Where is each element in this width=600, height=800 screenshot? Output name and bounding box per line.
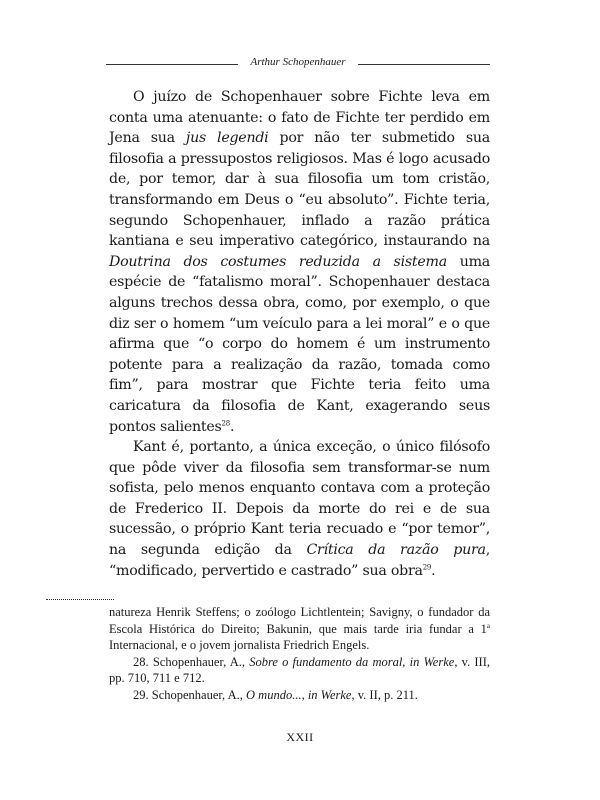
- paragraph-1: [109, 87, 490, 437]
- footnote-ref-29: 29: [422, 562, 432, 571]
- footnote-29: [109, 687, 490, 704]
- footnote-28-italic: Sobre o fundamento da moral, in Werke: [249, 654, 455, 669]
- italic-title-doutrina: Doutrina dos costumes reduzida a sistema: [109, 253, 447, 270]
- footnote-continuation-text-a: natureza Henrik Steffens; o zoólogo Lichtlentein; Savigny, o fundador da Escola Histórica do Direito; Bakunin, que mais tarde iria fundar a 1: [109, 605, 490, 636]
- paragraph-2-text-a: Kant é, portanto, a única exceção, o único filósofo que pôde viver da filosofia sem transformar-se num sofista, pelo menos enquanto contava com a proteção de Frederico II. Depois da morte do rei e de sua sucessão, o próprio Kant teria recuado e “por temor”, na segunda edição da: [109, 439, 490, 559]
- paragraph-1-end: .: [229, 418, 235, 435]
- footnote-continuation-text-b: Internacional, e o jovem jornalista Friedrich Engels.: [109, 638, 370, 652]
- footnote-continuation: [109, 604, 490, 654]
- paragraph-1-text-c: uma espécie de “fatalismo moral”. Schopenhauer destaca alguns trechos dessa obra, como, por exemplo, o que diz ser o homem “um veículo para a lei moral” e o que afirma que “o corpo do homem é um instrumento potente para a realização da razão, tomada como fim”, para mostrar que Fichte teria feito uma caricatura da filosofia de Kant, exagerando seus pontos salientes: [109, 253, 490, 435]
- italic-title-critica: Crítica da razão pura: [306, 542, 486, 559]
- paragraph-1-text-a: O juízo de Schopenhauer sobre Fichte leva em conta uma atenuante: o fato de Fichte ter perdido em Jena sua: [109, 89, 490, 147]
- footnote-ref-28: 28: [221, 418, 230, 427]
- body-text: [109, 87, 490, 581]
- running-header: [106, 55, 490, 69]
- paragraph-2-end: .: [431, 562, 436, 579]
- footnote-28-text-b: , v. III, pp. 710, 711 e 712.: [109, 654, 490, 685]
- footnote-28: [109, 654, 490, 687]
- page-number: XXII: [286, 730, 314, 744]
- paragraph-2: [109, 437, 490, 581]
- running-title: Arthur Schopenhauer: [250, 56, 346, 68]
- paragraph-1-text-b: por não ter submetido sua filosofia a pressupostos religiosos. Mas é logo acusado de, por temor, dar à sua filosofia um tom cristão, transformando em Deus o “eu absoluto”. Fichte teria, segundo Schopenhauer, inflado a razão prática kantiana e seu imperativo categórico, instaurando na: [109, 130, 491, 250]
- footnote-divider: [46, 599, 114, 600]
- footnote-28-text-a: 28. Schopenhauer, A.,: [133, 654, 250, 669]
- header-rule-right: [358, 64, 490, 65]
- footnote-29-text-b: , v. II, p. 211.: [351, 687, 418, 702]
- footnote-29-italic: O mundo..., in Werke: [246, 687, 352, 702]
- italic-term-jus-legendi: jus legendi: [185, 130, 269, 147]
- footnote-29-text-a: 29. Schopenhauer, A.,: [133, 687, 247, 702]
- paragraph-2-text-b: , “modificado, pervertido e castrado” sua obra: [109, 542, 490, 579]
- footnotes: [109, 604, 490, 703]
- ordinal-superscript: a: [486, 621, 490, 630]
